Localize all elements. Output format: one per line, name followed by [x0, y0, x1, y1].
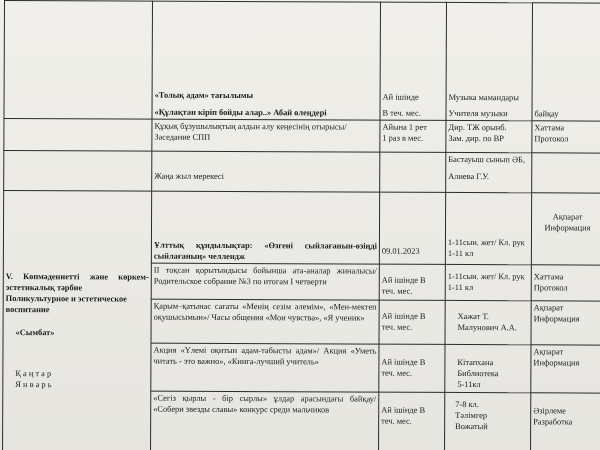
responsible-text: Тәлімгер	[455, 410, 488, 421]
plan-table	[2, 0, 600, 450]
event-cell	[151, 391, 379, 450]
responsible-text: Алиева Г.У.	[448, 171, 489, 182]
date-cell	[379, 300, 445, 344]
date-text: теч. мес.	[381, 416, 412, 426]
form-text: Ақпарат	[552, 212, 583, 222]
date-text: Айына 1 рет	[382, 122, 427, 132]
date-text: Ай ішінде В	[381, 405, 426, 415]
form-text: Хаттама	[534, 123, 565, 133]
event-text: Акция «Үлемі оқитын адам-табысты адам»/ Акция «Уметь читать - это важно», «Книга-лучший учитель»	[153, 345, 377, 367]
responsible-text: Малунович А.А.	[457, 322, 517, 333]
form-text: байқау	[534, 109, 559, 119]
date-cell	[379, 192, 445, 264]
responsible-cell	[446, 120, 532, 152]
form-text: Ақпарат	[533, 347, 564, 357]
form-text: Информация	[533, 314, 580, 324]
event-cell	[152, 151, 380, 192]
form-cell	[532, 153, 600, 193]
responsible-text: Дир. ТЖ орынб.	[448, 122, 507, 133]
table-row	[4, 151, 600, 194]
form-cell	[531, 265, 600, 301]
responsible-text: Вожатый	[455, 421, 488, 432]
date-text: Ай ішінде В	[381, 357, 426, 367]
section-motto: «Сымбат»	[15, 328, 55, 338]
responsible-text: Кітапхана	[457, 357, 494, 368]
event-cell	[152, 1, 381, 120]
event-cell	[151, 263, 379, 300]
date-text: 09.01.2023	[381, 246, 420, 256]
date-cell	[380, 2, 447, 120]
event-text: Ұлттық құндылықтар: «Өзгені сыйлағанын-өзіңді сыйлағаның» челлендж	[153, 240, 377, 262]
date-text: теч. мес.	[381, 368, 413, 378]
date-cell	[379, 344, 445, 392]
responsible-text: Учителя музыки	[448, 108, 508, 119]
event-cell	[151, 299, 379, 344]
month-kz: Қ а ң т а р	[15, 369, 52, 379]
responsible-cell	[445, 192, 531, 264]
form-text: Ақпарат	[533, 303, 564, 313]
event-cell	[152, 119, 380, 152]
date-cell	[380, 152, 446, 192]
event-subtitle: «Құлақтан кіріп бойды алар..» Абай өлеңдері	[154, 107, 327, 118]
section-title-kz: V. Көпмәдениетті және көркем-эстетикалық тәрбие	[5, 272, 149, 293]
date-cell	[380, 120, 446, 152]
event-text: «Сегіз қырлы - бір сырлы» ұлдар арасындағы байқау/ «Собери звезды славы» конкурс среди мальчиков	[153, 393, 377, 415]
month-ru: Я н в а р ь	[15, 380, 52, 390]
form-text: Протокол	[533, 283, 568, 293]
section-title-ru: Поликультурное и эстетическое воспитание	[5, 294, 127, 315]
responsible-cell	[445, 300, 531, 344]
event-text: Жаңа жыл мерекесі	[154, 171, 225, 181]
responsible-text: 1-11сын. жет/ Кл. рук 1-11 кл	[447, 237, 525, 259]
date-text: 1 раз в мес.	[382, 133, 424, 143]
date-text: Ай ішінде В	[381, 275, 426, 285]
responsible-cell	[446, 2, 533, 120]
date-text: В теч. мес.	[382, 108, 421, 118]
section-cell	[4, 119, 152, 152]
event-title: «Толық адам» тағылымы	[154, 90, 254, 101]
responsible-text: Зам. дир. по ВР	[448, 133, 504, 144]
table-row	[4, 119, 600, 154]
date-text: Ай ішінде	[382, 92, 419, 102]
section-cell	[4, 1, 153, 120]
date-cell	[379, 392, 445, 450]
responsible-cell	[445, 392, 531, 450]
section-label-cell	[3, 191, 152, 450]
form-text: Информация	[533, 358, 580, 368]
date-text: теч. мес.	[381, 286, 413, 296]
form-cell	[531, 193, 600, 265]
form-cell	[531, 345, 600, 393]
event-cell	[151, 191, 379, 264]
responsible-cell	[445, 344, 531, 392]
form-cell	[532, 121, 600, 153]
section-cell	[4, 151, 152, 192]
event-text: II тоқсан қорытындысы бойынша ата-аналар жиналысы/ Родительское собрание №3 по итогам I четверти	[153, 265, 377, 287]
event-cell	[151, 343, 379, 392]
form-cell	[532, 3, 600, 121]
form-text: Информация	[544, 223, 591, 233]
table-row	[3, 191, 600, 266]
responsible-cell	[446, 152, 532, 192]
responsible-text: Музыка мамандары	[448, 92, 519, 103]
responsible-text: Бастауыш сынып ӘБ,	[448, 154, 525, 165]
responsible-text: 5-11кл	[457, 379, 481, 390]
responsible-text: 7-8 кл.	[455, 399, 479, 410]
event-text: Құқық бұзушылықтың алдын алу кеңесінің отырысы/ Заседание СПП	[154, 121, 347, 142]
form-cell	[531, 393, 600, 450]
responsible-cell	[445, 264, 531, 300]
event-text: Қарым–қатынас сағаты «Менің сезім әлемім», «Мен-мектеп оқушысымын»/ Часы общения «Мои чувства», «Я ученик»	[153, 301, 377, 323]
responsible-text: Хажат Т.	[457, 311, 489, 322]
form-text: Протокол	[534, 134, 569, 144]
form-cell	[531, 301, 600, 345]
form-text: Әзірлеме	[533, 406, 566, 416]
responsible-text: 1-11сын. жет/ Кл. рук 1-11 кл	[447, 271, 525, 293]
table-row	[4, 1, 600, 122]
date-text: теч. мес.	[381, 322, 413, 332]
form-text: Хаттама	[533, 272, 564, 282]
date-text: Ай ішінде В	[381, 311, 426, 321]
form-text: Разработка	[533, 417, 573, 427]
responsible-text: Библиотека	[457, 368, 499, 379]
date-cell	[379, 264, 445, 300]
